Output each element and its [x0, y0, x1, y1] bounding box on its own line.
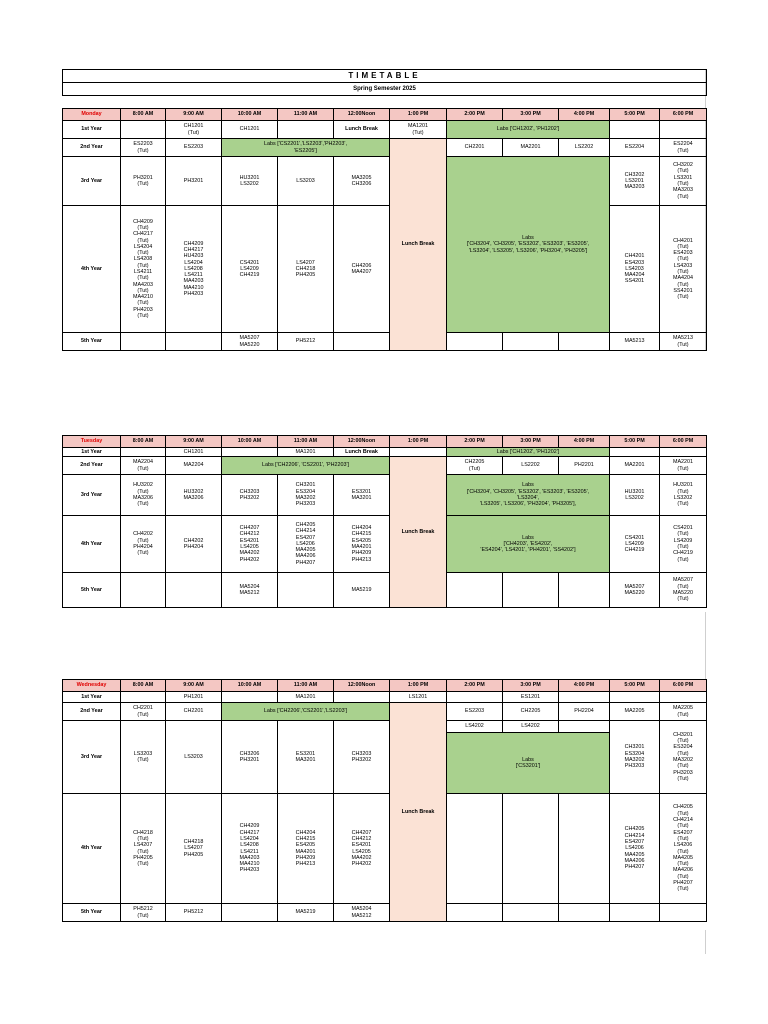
class-cell: CH4202 PH4204 [166, 516, 222, 573]
class-cell: CH3201 (Tut) ES3204 (Tut) MA3202 (Tut) PH3203 (Tut) [660, 721, 707, 794]
time-slot-9am: 9:00 AM [166, 436, 222, 448]
class-cell: MA1201 (Tut) [390, 121, 447, 139]
class-cell: HU3201 (Tut) LS3202 (Tut) [660, 475, 707, 516]
class-cell: CH4204 CH4215 ES4205 MA4201 PH4209 PH4213 [278, 794, 334, 904]
class-cell: CH4201 ES4203 LS4203 MA4204 SS4201 [610, 206, 660, 333]
class-cell [166, 333, 222, 351]
year-label: 4th Year [63, 794, 121, 904]
class-cell: PH3201 [166, 157, 222, 206]
class-cell [121, 573, 166, 608]
year-label: 3rd Year [63, 157, 121, 206]
time-slot-2pm: 2:00 PM [447, 436, 503, 448]
time-slot-6pm: 6:00 PM [660, 109, 707, 121]
time-slot-11am: 11:00 AM [278, 109, 334, 121]
monday-timetable [62, 108, 707, 351]
class-cell [610, 904, 660, 922]
year-row [63, 703, 707, 721]
class-cell: CH3202 (Tut) LS3201 (Tut) MA3203 (Tut) [660, 157, 707, 206]
timetable-sheet [62, 69, 706, 922]
time-slot-10am: 10:00 AM [222, 109, 278, 121]
class-cell: ES2204 (Tut) [660, 139, 707, 157]
class-cell: ES2204 [610, 139, 660, 157]
class-cell [447, 333, 503, 351]
class-cell: CH4201 (Tut) ES4203 (Tut) LS4203 (Tut) MA4204 (Tut) SS4201 (Tut) [660, 206, 707, 333]
time-slot-5pm: 5:00 PM [610, 109, 660, 121]
class-cell: CH3206 PH3201 [222, 721, 278, 794]
year-row [63, 475, 707, 516]
class-cell: LS4207 CH4218 PH4205 [278, 206, 334, 333]
class-cell: ES3201 MA3201 [334, 475, 390, 516]
class-cell: CH4209 CH4217 HU4203 LS4204 LS4208 LS4211 MA4203 MA4210 PH4203 [166, 206, 222, 333]
time-slot-8am: 8:00 AM [121, 436, 166, 448]
class-cell: CH1201 [222, 121, 278, 139]
class-cell [559, 333, 610, 351]
class-cell: CS4201 LS4209 CH4219 [222, 206, 278, 333]
time-slot-3pm: 3:00 PM [503, 436, 559, 448]
time-slot-5pm: 5:00 PM [610, 436, 660, 448]
page-title: TIMETABLE [63, 70, 706, 83]
class-cell [503, 794, 559, 904]
class-cell: CH4209 (Tut) CH4217 (Tut) LS4204 (Tut) LS4208 (Tut) LS4211 (Tut) MA4203 (Tut) MA4210 (Tut) PH4203 (Tut) [121, 206, 166, 333]
class-cell: CH4202 (Tut) PH4204 (Tut) [121, 516, 166, 573]
time-slot-1pm: 1:00 PM [390, 436, 447, 448]
time-slot-2pm: 2:00 PM [447, 109, 503, 121]
class-cell: MA5207 MA5220 [610, 573, 660, 608]
time-slot-8am: 8:00 AM [121, 109, 166, 121]
time-slot-12noon: 12:00Noon [334, 436, 390, 448]
wednesday-timetable [62, 679, 707, 922]
header-row [63, 109, 707, 121]
class-cell: CH4205 (Tut) CH4214 (Tut) ES4207 (Tut) LS4206 (Tut) MA4205 (Tut) MA4206 (Tut) PH4207 (Tut) [660, 794, 707, 904]
class-cell: HU3201 LS3202 [222, 157, 278, 206]
class-cell: PH3201 (Tut) [121, 157, 166, 206]
time-slot-6pm: 6:00 PM [660, 436, 707, 448]
class-cell: CH2205 (Tut) [447, 457, 503, 475]
class-cell: CH2205 [503, 703, 559, 721]
class-cell: CH4205 CH4214 ES4207 LS4206 MA4205 MA4206 PH4207 [278, 516, 334, 573]
time-slot-12noon: 12:00Noon [334, 680, 390, 692]
day-label: Tuesday [63, 436, 121, 448]
lab-block: Labs ['CH4203', 'ES4202', 'ES4204', 'LS4201', 'PH4201', 'SS4202'] [447, 516, 610, 573]
class-cell: MA1201 [278, 448, 334, 457]
year-label: 2nd Year [63, 703, 121, 721]
year-row [63, 121, 707, 139]
class-cell: ES2203 (Tut) [121, 139, 166, 157]
year-label: 2nd Year [63, 457, 121, 475]
class-cell: CH3201 ES3204 MA3202 PH3203 [610, 721, 660, 794]
year-label: 3rd Year [63, 721, 121, 794]
year-row [63, 157, 707, 206]
time-slot-10am: 10:00 AM [222, 436, 278, 448]
class-cell [660, 692, 707, 703]
time-slot-9am: 9:00 AM [166, 109, 222, 121]
year-row [63, 333, 707, 351]
class-cell [660, 904, 707, 922]
class-cell: CH4205 CH4214 ES4207 LS4206 MA4205 MA4206 PH4207 [610, 794, 660, 904]
class-cell [447, 794, 503, 904]
class-cell: CH4206 MA4207 [334, 206, 390, 333]
class-cell: MA2201 [610, 457, 660, 475]
class-cell: MA3205 CH3206 [334, 157, 390, 206]
lunch-break-cell: Lunch Break [390, 457, 447, 608]
year-label: 4th Year [63, 206, 121, 333]
class-cell [503, 333, 559, 351]
year-label: 4th Year [63, 516, 121, 573]
class-cell: CH3203 PH3202 [222, 475, 278, 516]
time-slot-11am: 11:00 AM [278, 436, 334, 448]
class-cell: LS1201 [390, 692, 447, 703]
class-cell [222, 448, 278, 457]
year-label: 3rd Year [63, 475, 121, 516]
class-cell [447, 573, 503, 608]
lunch-break-cell: Lunch Break [390, 703, 447, 922]
class-cell [278, 121, 334, 139]
tuesday-timetable [62, 435, 707, 608]
class-cell: MA5213 [610, 333, 660, 351]
class-cell: PH1201 [166, 692, 222, 703]
lab-block: Labs ['CS2201','LS2203','PH2203', 'ES2205'] [222, 139, 390, 157]
class-cell [559, 573, 610, 608]
time-slot-4pm: 4:00 PM [559, 680, 610, 692]
class-cell: CH1201 [166, 448, 222, 457]
class-cell: CH4204 CH4215 ES4205 MA4201 PH4209 PH4213 [334, 516, 390, 573]
year-label: 2nd Year [63, 139, 121, 157]
header-row [63, 680, 707, 692]
class-cell [559, 794, 610, 904]
class-cell: PH5212 (Tut) [121, 904, 166, 922]
class-cell [166, 573, 222, 608]
header-row [63, 436, 707, 448]
class-cell: CH2201 [447, 139, 503, 157]
class-cell: MA5213 (Tut) [660, 333, 707, 351]
time-slot-11am: 11:00 AM [278, 680, 334, 692]
class-cell: MA2201 (Tut) [660, 457, 707, 475]
time-slot-4pm: 4:00 PM [559, 109, 610, 121]
class-cell [222, 692, 278, 703]
class-cell [121, 692, 166, 703]
class-cell: LS3203 [166, 721, 222, 794]
class-cell: HU3202 (Tut) MA3206 (Tut) [121, 475, 166, 516]
class-cell: PH5212 [166, 904, 222, 922]
time-slot-6pm: 6:00 PM [660, 680, 707, 692]
class-cell: LS2202 [503, 457, 559, 475]
day-label: Monday [63, 109, 121, 121]
class-cell [334, 333, 390, 351]
page-edge-line [705, 930, 706, 954]
class-cell: LS3203 [278, 157, 334, 206]
class-cell: MA2204 [166, 457, 222, 475]
class-cell: PH2201 [559, 457, 610, 475]
class-cell: CH4218 (Tut) LS4207 (Tut) PH4205 (Tut) [121, 794, 166, 904]
class-cell [278, 573, 334, 608]
time-slot-12noon: 12:00Noon [334, 109, 390, 121]
class-cell [559, 721, 610, 733]
year-row [63, 206, 707, 333]
time-slot-1pm: 1:00 PM [390, 109, 447, 121]
class-cell: CH4218 LS4207 PH4205 [166, 794, 222, 904]
class-cell: CH4209 CH4217 LS4204 LS4208 LS4211 MA4203 MA4210 PH4203 [222, 794, 278, 904]
lab-block: Labs ['CH3204', 'CH3205', 'ES3202', 'ES3203', 'ES3205', 'LS3204', 'LS3205', 'LS3206', 'PH3204', 'PH3205'], [447, 475, 610, 516]
time-slot-3pm: 3:00 PM [503, 680, 559, 692]
class-cell: LS4202 [447, 721, 503, 733]
year-row [63, 904, 707, 922]
class-cell: CH3203 PH3202 [334, 721, 390, 794]
year-row [63, 448, 707, 457]
class-cell: LS3203 (Tut) [121, 721, 166, 794]
year-row [63, 573, 707, 608]
lunch-break-cell: Lunch Break [334, 121, 390, 139]
lab-block: Labs ['CS3201'] [447, 733, 610, 794]
year-label: 1st Year [63, 121, 121, 139]
time-slot-8am: 8:00 AM [121, 680, 166, 692]
class-cell: LS4202 [503, 721, 559, 733]
semester-subtitle: Spring Semester 2025 [353, 86, 416, 92]
class-cell: CH1201 (Tut) [166, 121, 222, 139]
year-row [63, 794, 707, 904]
class-cell: PH2204 [559, 703, 610, 721]
class-cell [447, 692, 503, 703]
class-cell [660, 448, 707, 457]
time-slot-3pm: 3:00 PM [503, 109, 559, 121]
class-cell [121, 448, 166, 457]
class-cell: MA5219 [278, 904, 334, 922]
class-cell: CS4201 (Tut) LS4209 (Tut) CH4219 (Tut) [660, 516, 707, 573]
class-cell [447, 904, 503, 922]
lab-block: Labs ['CH3204', 'CH3205', 'ES3202', 'ES3203', 'ES3205', 'LS3204', 'LS3205', 'LS3206', 'PH3204', 'PH3205'] [447, 157, 610, 333]
class-cell: CH2201 (Tut) [121, 703, 166, 721]
class-cell: CH2201 [166, 703, 222, 721]
class-cell [222, 904, 278, 922]
title-box [62, 69, 707, 96]
class-cell: MA5204 MA5212 [222, 573, 278, 608]
class-cell [610, 448, 660, 457]
class-cell [559, 692, 610, 703]
class-cell: MA1201 [278, 692, 334, 703]
class-cell [121, 121, 166, 139]
class-cell [660, 121, 707, 139]
class-cell: MA2201 [503, 139, 559, 157]
year-label: 5th Year [63, 904, 121, 922]
lab-block: Labs ['CH2206','CS2201','LS2203'] [222, 703, 390, 721]
class-cell: PH5212 [278, 333, 334, 351]
class-cell: ES3201 MA3201 [278, 721, 334, 794]
class-cell: MA5207 MA5220 [222, 333, 278, 351]
class-cell [559, 904, 610, 922]
class-cell: MA5204 MA5212 [334, 904, 390, 922]
time-slot-10am: 10:00 AM [222, 680, 278, 692]
class-cell [334, 692, 390, 703]
year-row-sub [63, 721, 707, 733]
year-label: 1st Year [63, 448, 121, 457]
class-cell: HU3201 LS3202 [610, 475, 660, 516]
class-cell: CH3202 LS3201 MA3203 [610, 157, 660, 206]
year-row [63, 516, 707, 573]
class-cell [390, 448, 447, 457]
lab-block: Labs ['CH2206', 'CS2201', 'PH2203'] [222, 457, 390, 475]
year-label: 5th Year [63, 333, 121, 351]
year-label: 1st Year [63, 692, 121, 703]
class-cell: ES1201 [503, 692, 559, 703]
class-cell: LS2202 [559, 139, 610, 157]
lunch-break-cell: Lunch Break [334, 448, 390, 457]
day-label: Wednesday [63, 680, 121, 692]
class-cell [503, 904, 559, 922]
year-row [63, 457, 707, 475]
class-cell [503, 573, 559, 608]
time-slot-5pm: 5:00 PM [610, 680, 660, 692]
year-row [63, 139, 707, 157]
year-row [63, 692, 707, 703]
class-cell: CH3201 ES3204 MA3202 PH3203 [278, 475, 334, 516]
class-cell: CS4201 LS4209 CH4219 [610, 516, 660, 573]
year-label: 5th Year [63, 573, 121, 608]
time-slot-9am: 9:00 AM [166, 680, 222, 692]
class-cell: MA2205 [610, 703, 660, 721]
class-cell: MA2205 (Tut) [660, 703, 707, 721]
lab-block: Labs ['CH1202', 'PH1202'] [447, 448, 610, 457]
time-slot-1pm: 1:00 PM [390, 680, 447, 692]
class-cell [610, 121, 660, 139]
class-cell: ES2203 [447, 703, 503, 721]
class-cell [610, 692, 660, 703]
class-cell: CH4207 CH4212 ES4201 LS4205 MA4202 PH4202 [222, 516, 278, 573]
time-slot-4pm: 4:00 PM [559, 436, 610, 448]
time-slot-2pm: 2:00 PM [447, 680, 503, 692]
class-cell [121, 333, 166, 351]
class-cell: MA2204 (Tut) [121, 457, 166, 475]
lab-block: Labs ['CH1202', 'PH1202'] [447, 121, 610, 139]
class-cell: HU3202 MA3206 [166, 475, 222, 516]
class-cell: ES2203 [166, 139, 222, 157]
class-cell: MA5207 (Tut) MA5220 (Tut) [660, 573, 707, 608]
class-cell: MA5219 [334, 573, 390, 608]
class-cell: CH4207 CH4212 ES4201 LS4205 MA4202 PH4202 [334, 794, 390, 904]
lunch-break-cell: Lunch Break [390, 139, 447, 351]
